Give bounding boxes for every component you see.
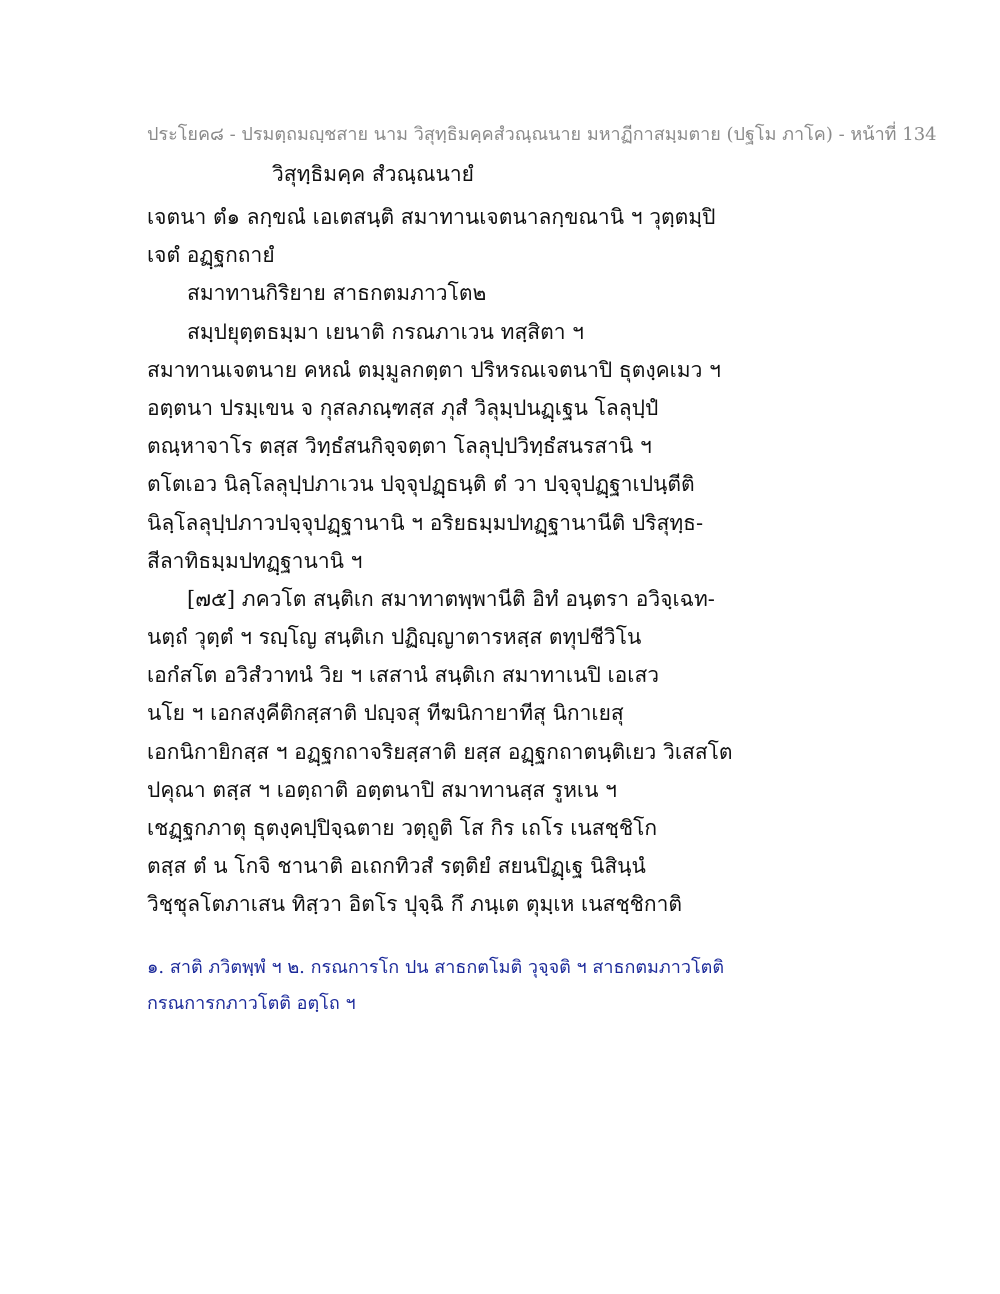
text-line: เอกนิกายิกสฺส ฯ อฏฺฐกถาจริยสฺสาติ ยสฺส อฏฺฐกถาตนฺติเยว วิเสสโต (147, 739, 733, 764)
footnote-line: กรณการกภาวโตติ อตฺโถ ฯ (147, 993, 356, 1014)
text-line: เอกํสโต อวิสํวาทนํ วิย ฯ เสสานํ สนฺติเก สมาทาเนปิ เอเสว (147, 663, 660, 688)
text-line: เจตนา ตํ๑ ลกฺขณํ เอเตสนฺติ สมาทานเจตนาลกฺขณานิ ฯ วุตฺตมฺปิ (147, 205, 716, 229)
text-line: นิลฺโลลุปฺปภาวปจฺจุปฏฺฐานานิ ฯ อริยธมฺมปทฏฺฐานานีติ ปริสุทฺธ- (147, 510, 704, 535)
text-line: ตสฺส ตํ น โกจิ ชานาติ อเถกทิวสํ รตฺติยํ สยนปิฏฺเฐ นิสินฺนํ (147, 854, 646, 879)
footnotes (147, 950, 867, 1022)
text-line: สมาทานเจตนาย คหณํ ตมฺมูลกตฺตา ปริหรณเจตนาปิ ธุตงฺคเมว ฯ (147, 357, 721, 382)
text-line: ตโตเอว นิลฺโลลุปฺปภาเวน ปจฺจุปฏฺธนฺติ ตํ วา ปจฺจุปฏฺฐาเปนฺตีติ (147, 472, 695, 497)
text-line: นโย ฯ เอกสงฺคีติกสฺสาติ ปญฺจสุ ทีฆนิกายาทีสุ นิกาเยสุ (147, 701, 624, 726)
text-line: นตฺถํ วุตฺตํ ฯ รญฺโญ สนฺติเก ปฏิญฺญาตารหสฺส ตทุปชีวิโน (147, 625, 642, 650)
paragraph-start-line: [๗๕] ภควโต สนฺติเก สมาทาตพฺพานีติ อิทํ อนฺตรา อวิจฺเฉท- (187, 586, 715, 611)
text-line: ตณฺหาจาโร ตสฺส วิทฺธํสนกิจฺจตฺตา โลลุปฺปวิทฺธํสนรสานิ ฯ (147, 434, 652, 459)
text-line: วิชฺชุลโตภาเสน ทิสฺวา อิตโร ปุจฺฉิ กึ ภนฺเต ตุมฺเห เนสชฺชิกาติ (147, 892, 683, 917)
text-line: เจตํ อฏฺฐกถายํ (147, 243, 275, 268)
text-line: ปคุณา ตสฺส ฯ เอตฺถาติ อตฺตนาปิ สมาทานสฺส รูหเน ฯ (147, 777, 617, 802)
text-line: อตฺตนา ปรมฺเขน จ กุสลภณฺฑสฺส ภุสํ วิลุมฺปนฏฺเฐน โลลุปฺปํ (147, 395, 659, 420)
verse-line: สมาทานกิริยาย สาธกตมภาวโต๒ (187, 281, 487, 306)
text-line: สีลาทิธมฺมปทฏฺฐานานิ ฯ (147, 548, 363, 573)
text-line: เชฏฺฐกภาตุ ธุตงฺคปฺปิจฺฉตาย วตฺถูติ โส กิร เถโร เนสชฺชิโก (147, 816, 658, 840)
section-title: วิสุทฺธิมคฺค สํวณฺณนายํ (272, 162, 474, 186)
paragraph-start-line: สมฺปยุตฺตธมฺมา เยนาติ กรณภาเวน ทสฺสิตา ฯ (187, 319, 584, 344)
body-text (147, 198, 867, 924)
running-header: ประโยค๘ - ปรมตฺถมญฺชสาย นาม วิสุทฺธิมคฺคสํวณฺณนาย มหาฏีกาสมฺมตาย (ปฐโม ภาโค) - หน้าที่ 134 (147, 124, 937, 145)
footnote-line: ๑. สาติ ภวิตพฺพํ ฯ ๒. กรณการโก ปน สาธกตโมติ วุจฺจติ ฯ สาธกตมภาวโตติ (147, 957, 725, 978)
